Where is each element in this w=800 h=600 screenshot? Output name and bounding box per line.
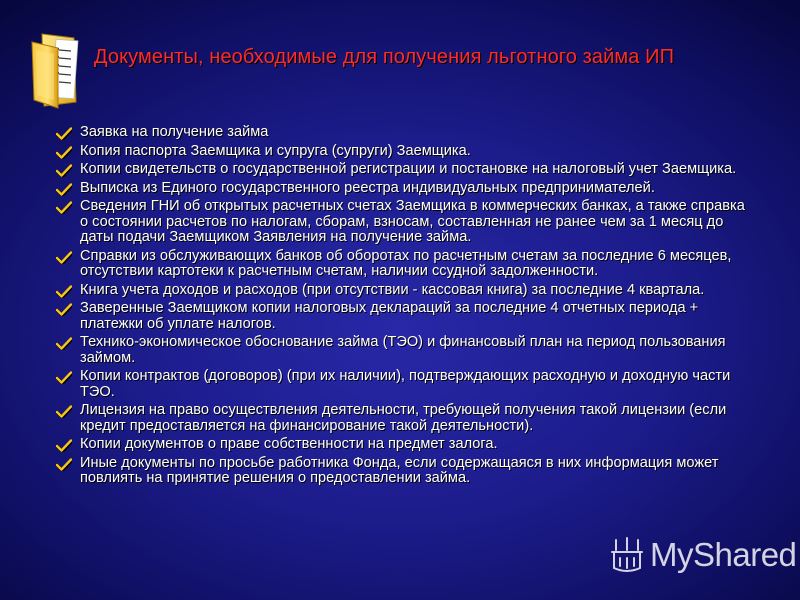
slide-title: Документы, необходимые для получения льготного займа ИП: [94, 46, 675, 68]
list-item-text: Технико-экономическое обоснование займа (ТЭО) и финансовый план на период пользования займом.: [80, 334, 726, 366]
list-item-text: Книга учета доходов и расходов (при отсутствии - кассовая книга) за последние 4 квартала.: [80, 281, 705, 298]
checkmark-icon: [56, 164, 72, 177]
checkmark-icon: [56, 251, 72, 264]
list-item-text: Копия паспорта Заемщика и супруга (супруги) Заемщика.: [80, 142, 471, 159]
myshared-logo-icon: [608, 536, 646, 574]
list-item: [56, 181, 756, 196]
list-item-text: Заявка на получение займа: [80, 124, 269, 140]
list-item: [56, 456, 756, 487]
watermark-text: MyShared: [650, 536, 797, 573]
list-item: [56, 162, 756, 177]
list-item: [56, 437, 756, 452]
list-item-text: Копии документов о праве собственности на предмет залога.: [80, 436, 498, 453]
list-item-text: Иные документы по просьбе работника Фонда, если содержащаяся в них информация может повлиять на принятие решения о предоставлении займа.: [80, 454, 719, 487]
checkmark-icon: [56, 146, 72, 159]
list-item: [56, 125, 756, 140]
checkmark-icon: [56, 303, 72, 316]
checkmark-icon: [56, 405, 72, 418]
list-item: [56, 283, 756, 298]
list-item: [56, 403, 756, 434]
documents-list: [56, 125, 756, 490]
checkmark-icon: [56, 201, 72, 214]
checkmark-icon: [56, 458, 72, 471]
list-item-text: Справки из обслуживающих банков об оборотах по расчетным счетам за последние 6 месяцев, отсутствии картотеки к расчетным счетам, наличии ссудной задолженности.: [80, 247, 732, 280]
list-item-text: Копии контрактов (договоров) (при их наличии), подтверждающих расходную и доходную части ТЭО.: [80, 368, 731, 400]
checkmark-icon: [56, 285, 72, 298]
list-item: [56, 199, 756, 245]
checkmark-icon: [56, 439, 72, 452]
checkmark-icon: [56, 371, 72, 384]
list-item-text: Лицензия на право осуществления деятельности, требующей получения такой лицензии (если кредит предоставляется на финансирование такой деятельности).: [80, 402, 727, 434]
list-item: [56, 144, 756, 159]
list-item: [56, 335, 756, 366]
list-item: [56, 301, 756, 332]
list-item-text: Заверенные Заемщиком копии налоговых деклараций за последние 4 отчетных периода + платежки об уплате налогов.: [80, 300, 699, 332]
watermark[interactable]: [608, 534, 797, 578]
folder-documents-icon: [24, 30, 92, 110]
checkmark-icon: [56, 337, 72, 350]
checkmark-icon: [56, 127, 72, 140]
list-item-text: Копии свидетельств о государственной регистрации и постановке на налоговый учет Заемщика.: [80, 161, 737, 178]
list-item-text: Сведения ГНИ об открытых расчетных счетах Заемщика в коммерческих банках, а также справка о состоянии расчетов по налогам, сборам, взносам, составленная не ранее чем за 1 месяц до даты подачи Заемщиком Заявления на получение займа.: [80, 198, 745, 246]
list-item-text: Выписка из Единого государственного реестра индивидуальных предпринимателей.: [80, 179, 655, 196]
checkmark-icon: [56, 183, 72, 196]
list-item: [56, 369, 756, 400]
list-item: [56, 249, 756, 280]
